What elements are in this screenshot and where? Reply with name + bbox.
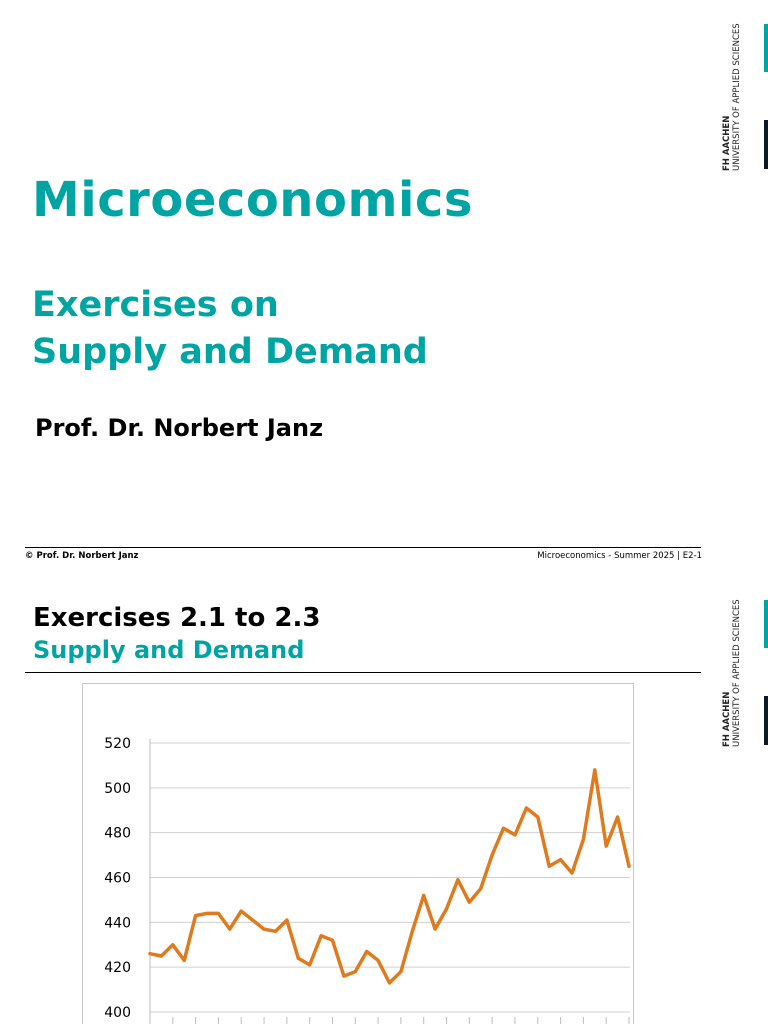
brand-bar-teal [764, 24, 768, 72]
y-tick-label: 420 [104, 960, 131, 977]
y-tick-label: 460 [104, 870, 131, 887]
y-tick-label: 480 [104, 825, 131, 842]
fh-aachen-logo [722, 596, 768, 748]
chart-svg [83, 684, 633, 1024]
exercise-slide [0, 576, 768, 1024]
footer-divider [25, 547, 701, 548]
slide-title: Exercises 2.1 to 2.3 [33, 603, 321, 633]
slide-subtitle: Supply and Demand [33, 636, 305, 664]
slide-title: Microeconomics [32, 172, 473, 228]
brand-bar-dark [764, 120, 768, 169]
subtitle-line1: Exercises on [32, 285, 279, 325]
footer-course-info: Microeconomics - Summer 2025 | E2-1 [537, 551, 702, 561]
brand-line1: FH AACHEN [722, 115, 732, 171]
line-chart [82, 683, 634, 1024]
slide-subtitle [32, 282, 428, 376]
fh-aachen-logo [722, 20, 768, 172]
y-tick-label: 400 [104, 1005, 131, 1021]
y-tick-label: 440 [104, 915, 131, 932]
series-line [150, 770, 629, 983]
subtitle-line2: Supply and Demand [32, 332, 428, 372]
footer-copyright: © Prof. Dr. Norbert Janz [25, 551, 139, 561]
brand-line2: UNIVERSITY OF APPLIED SCIENCES [732, 23, 742, 171]
author-name: Prof. Dr. Norbert Janz [35, 414, 324, 442]
brand-line2: UNIVERSITY OF APPLIED SCIENCES [732, 599, 742, 747]
brand-text [722, 599, 742, 747]
brand-bar-dark [764, 696, 768, 745]
y-tick-label: 520 [104, 736, 131, 752]
brand-text [722, 23, 742, 171]
y-tick-label: 500 [104, 780, 131, 797]
title-divider [25, 672, 701, 673]
brand-line1: FH AACHEN [722, 691, 732, 747]
brand-bar-teal [764, 600, 768, 648]
